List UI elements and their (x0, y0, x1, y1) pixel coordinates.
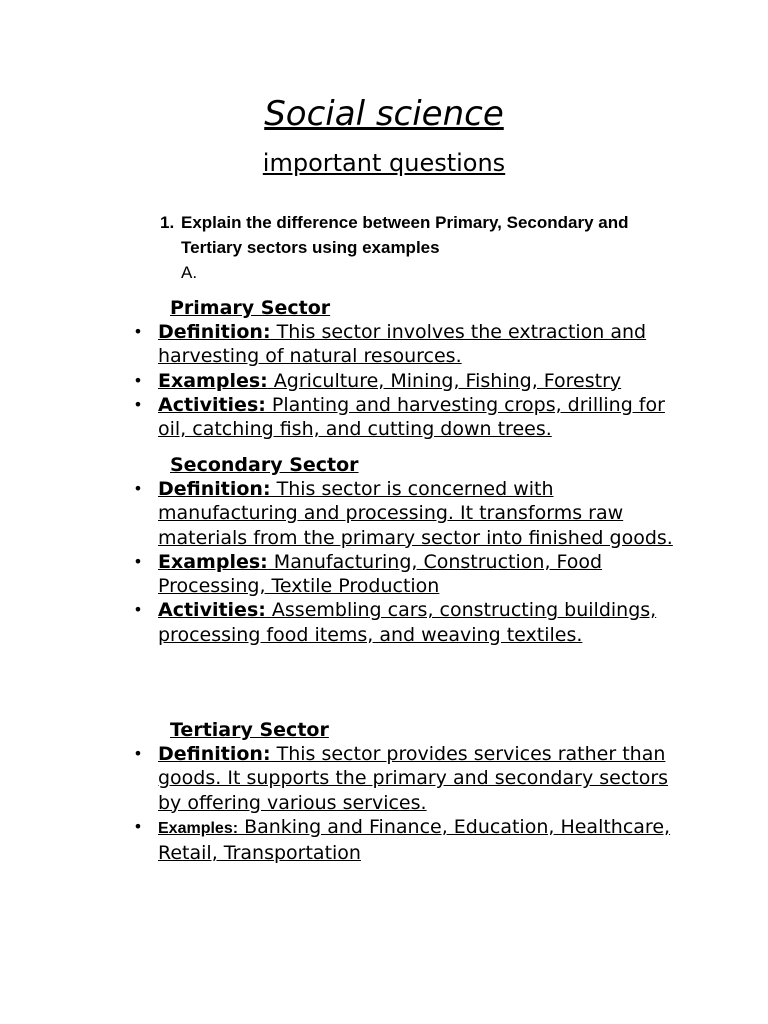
definition-text: This sector provides services rather than goods. It supports the primary and secondary sectors by offering various services. (158, 743, 669, 814)
bullet-content (158, 394, 665, 440)
list-item (130, 742, 690, 815)
definition-text: This sector involves the extraction and harvesting of natural resources. (158, 321, 647, 368)
examples-label: Examples: (158, 550, 268, 573)
activities-label: Activities: (158, 393, 266, 416)
bullet-content (158, 370, 621, 392)
bullet-content (158, 551, 602, 597)
definition-label: Definition: (158, 321, 271, 343)
section-secondary (130, 453, 690, 647)
question-number: 1. (160, 213, 175, 232)
bullet-icon: • (133, 479, 143, 498)
list-item (130, 393, 690, 442)
bullet-content (158, 743, 668, 814)
document-title: Social science (264, 94, 504, 134)
section-heading-secondary: Secondary Sector (170, 454, 359, 476)
examples-text: Banking and Finance, Education, Healthcare, Retail, Transportation (158, 815, 671, 865)
definition-label: Definition: (158, 743, 271, 765)
bullet-icon: • (133, 370, 143, 390)
examples-text: Agriculture, Mining, Fishing, Forestry (267, 369, 622, 392)
activities-text: Planting and harvesting crops, drilling for oil, catching fish, and cutting down trees. (158, 393, 665, 441)
bullet-content (158, 599, 656, 645)
bullet-list (130, 742, 690, 865)
section-heading-tertiary: Tertiary Sector (170, 719, 329, 741)
bullet-icon: • (133, 600, 143, 620)
bullet-icon: • (133, 394, 143, 414)
section-heading-primary: Primary Sector (170, 297, 331, 319)
bullet-content (158, 478, 673, 549)
question-item (160, 210, 680, 285)
definition-label: Definition: (158, 478, 271, 500)
bullet-list (130, 477, 690, 647)
bullet-icon: • (133, 551, 143, 571)
bullet-icon: • (133, 322, 143, 341)
definition-text: This sector is concerned with manufacturing and processing. It transforms raw materials from the primary sector into finished goods. (158, 478, 673, 549)
bullet-icon: • (133, 816, 143, 836)
document-subtitle: important questions (262, 149, 506, 177)
list-item (130, 369, 690, 393)
list-item (130, 320, 690, 369)
examples-label: Examples: (158, 819, 239, 837)
bullet-list (130, 320, 690, 441)
section-primary (130, 296, 690, 441)
list-item (130, 550, 690, 599)
activities-text: Assembling cars, constructing buildings, processing food items, and weaving textiles. (158, 599, 657, 646)
bullet-icon: • (133, 744, 143, 763)
examples-label: Examples: (158, 369, 268, 392)
list-item (130, 598, 690, 647)
activities-label: Activities: (158, 599, 266, 622)
answer-label: A. (181, 263, 198, 282)
bullet-content (158, 321, 646, 367)
list-item (130, 477, 690, 550)
question-text: Explain the difference between Primary, Secondary and Tertiary sectors using examples (181, 213, 629, 257)
examples-text: Manufacturing, Construction, Food Processing, Textile Production (158, 550, 603, 598)
section-tertiary (130, 718, 690, 865)
list-item (130, 815, 690, 866)
bullet-content (158, 816, 670, 864)
